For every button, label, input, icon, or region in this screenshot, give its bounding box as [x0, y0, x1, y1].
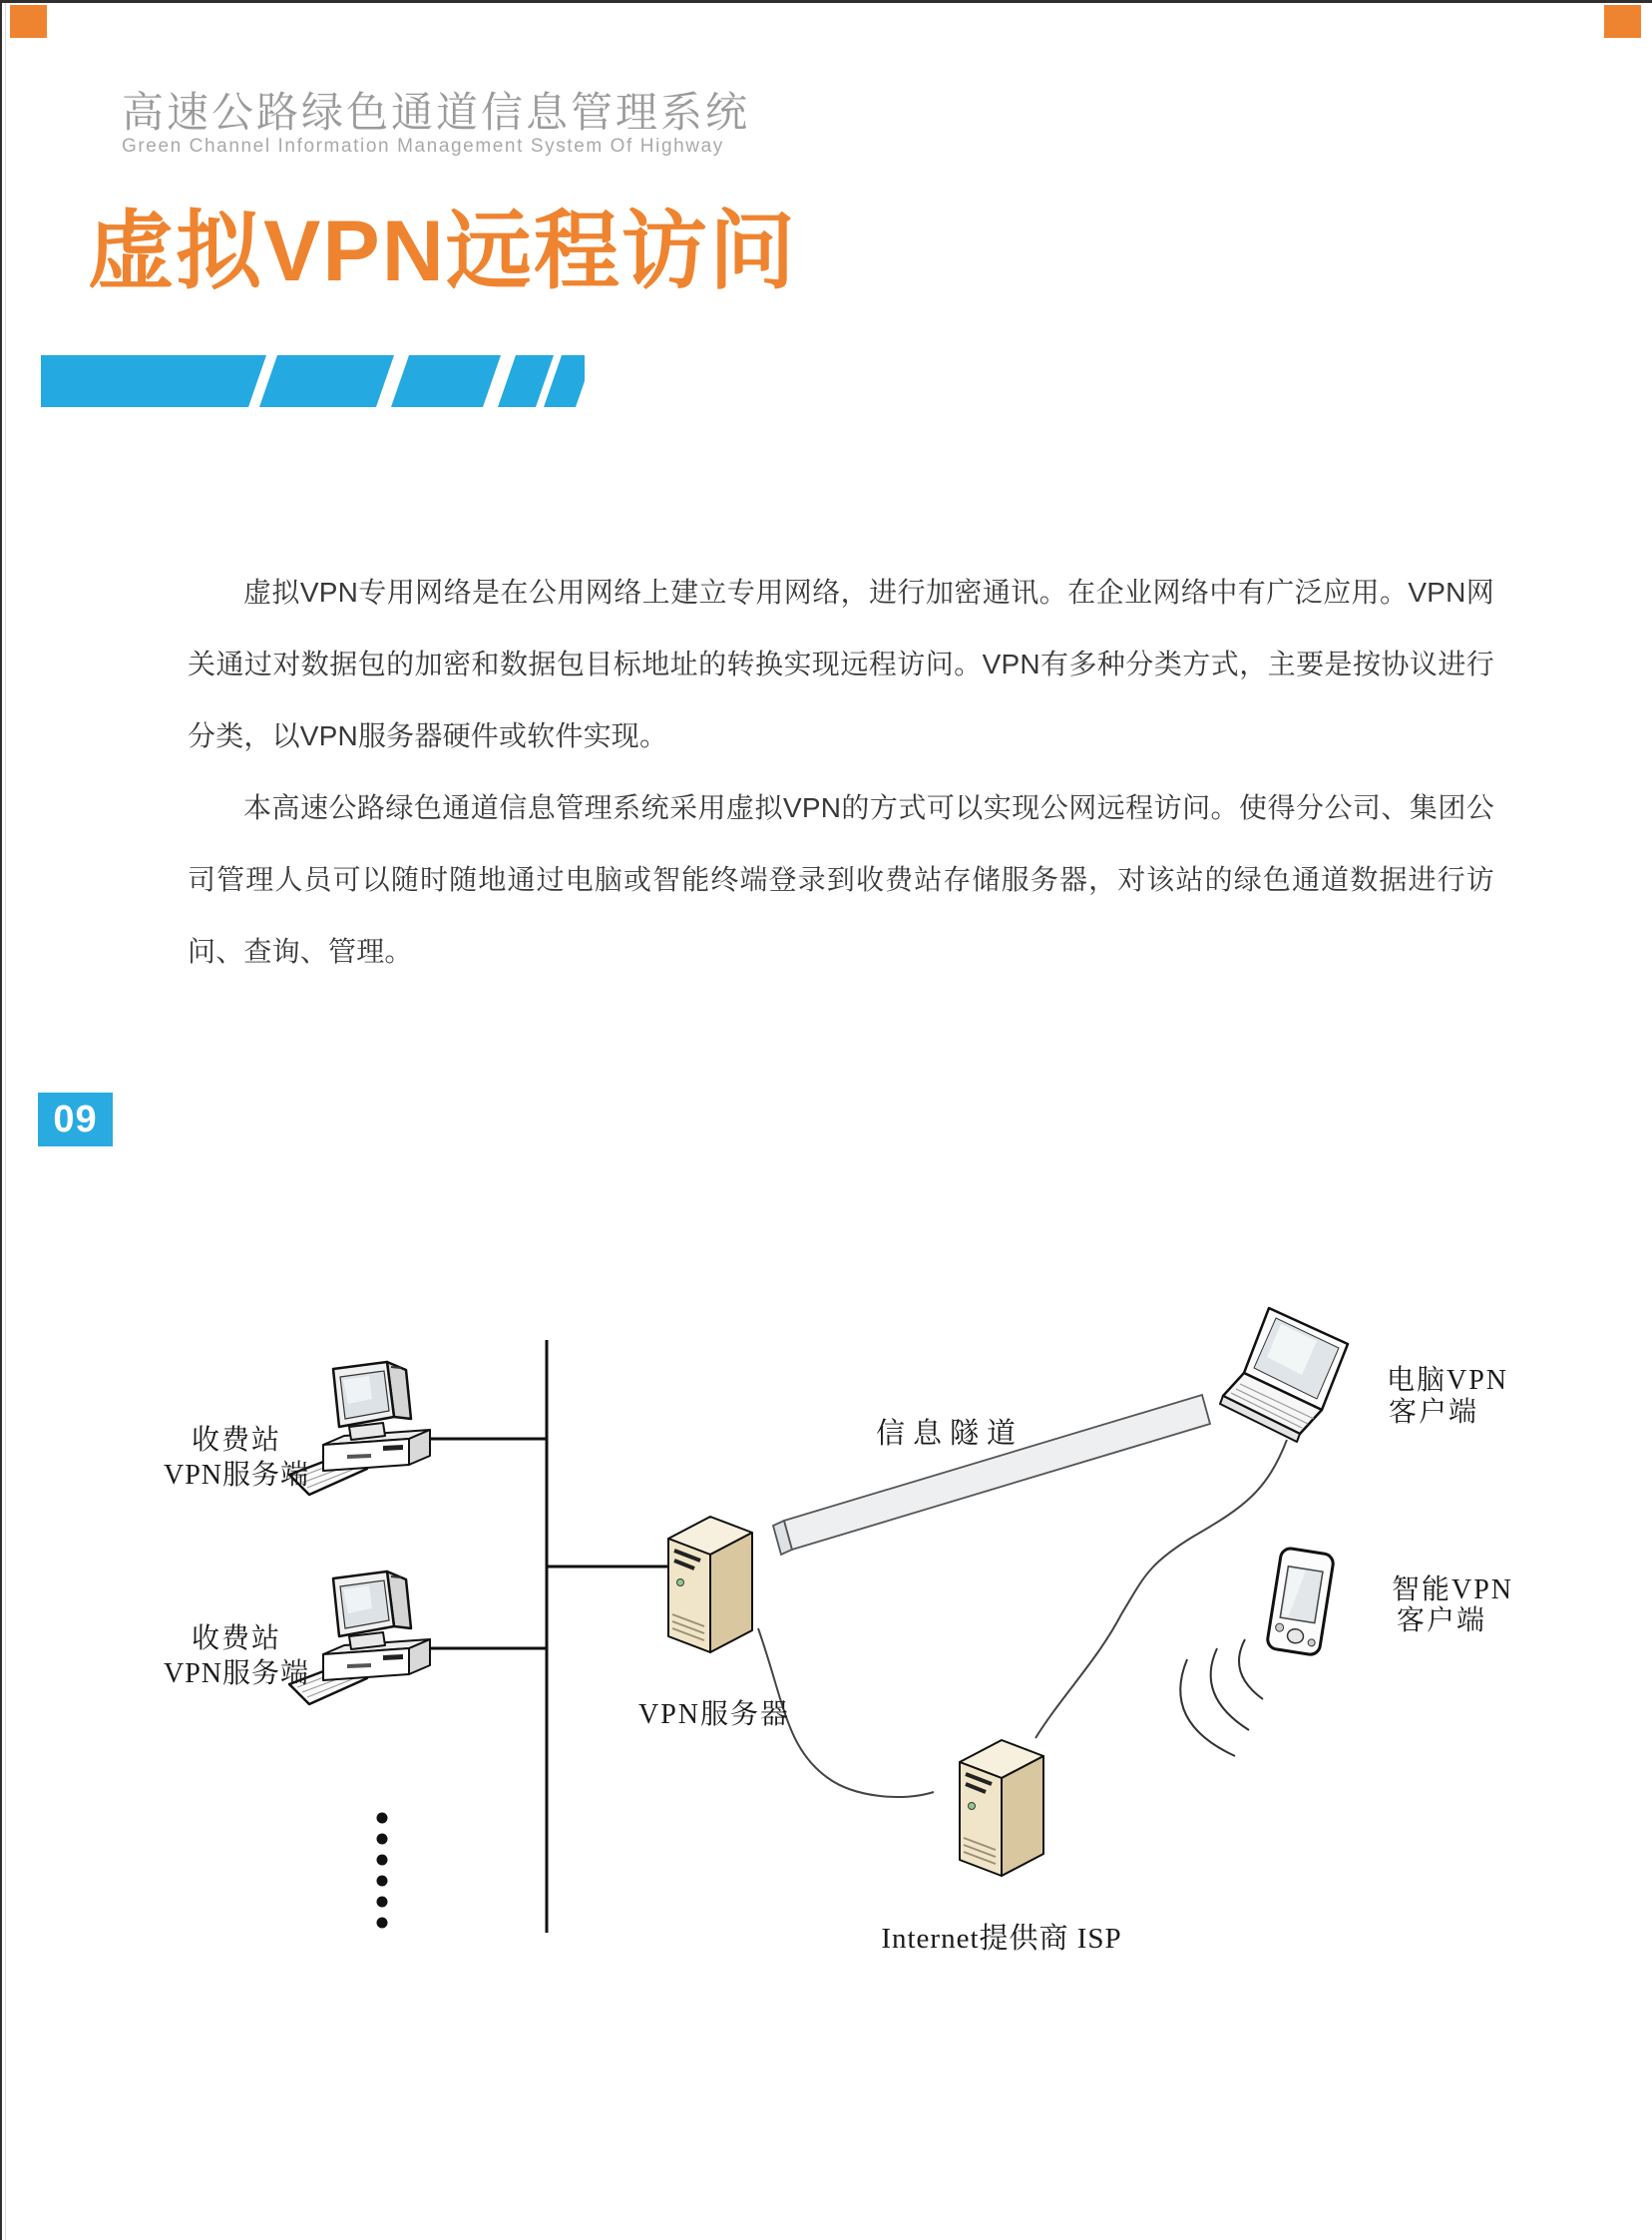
label-isp: Internet提供商 ISP: [881, 1923, 1122, 1955]
label-toll-station-1-line2: VPN服务端: [163, 1460, 310, 1491]
network-diagram: [0, 1177, 1652, 2025]
label-pc-client-line1: 电脑VPN: [1387, 1365, 1509, 1396]
label-vpn-server: VPN服务器: [637, 1699, 791, 1730]
page-number-badge: 09: [38, 1093, 113, 1146]
label-toll-station-1-line1: 收费站: [191, 1425, 282, 1456]
page-top-edge: [0, 0, 1652, 3]
decorative-stripe-bar: [41, 355, 585, 407]
label-smart-client-line1: 智能VPN: [1392, 1574, 1514, 1605]
toll-station-computer-1-icon: [289, 1362, 430, 1495]
vpn-server-tower-icon: [668, 1517, 752, 1652]
doc-header-subtitle: Green Channel Information Management System Of Highway: [122, 136, 724, 157]
label-toll-station-2-line2: VPN服务端: [163, 1658, 310, 1689]
smartphone-icon: [1266, 1548, 1334, 1656]
section-title: 虚拟VPN远程访问: [88, 204, 797, 299]
corner-accent-left: [10, 5, 47, 38]
label-pc-client-line2: 客户端: [1389, 1397, 1479, 1428]
wifi-signal-icon: [1180, 1639, 1263, 1756]
isp-server-tower-icon: [960, 1740, 1043, 1876]
label-toll-station-2-line1: 收费站: [191, 1623, 282, 1654]
body-text: [188, 557, 1494, 988]
doc-header-title: 高速公路绿色通道信息管理系统: [122, 89, 751, 136]
cable-laptop-to-isp: [1035, 1440, 1287, 1738]
paragraph-1: 虚拟VPN专用网络是在公用网络上建立专用网络，进行加密通讯。在企业网络中有广泛应用。VPN网关通过对数据包的加密和数据包目标地址的转换实现远程访问。VPN有多种分类方式，主要是按协议进行分类，以VPN服务器硬件或软件实现。: [188, 577, 1494, 751]
label-smart-client-line2: 客户端: [1397, 1605, 1487, 1636]
paragraph-2: 本高速公路绿色通道信息管理系统采用虚拟VPN的方式可以实现公网远程访问。使得分公司、集团公司管理人员可以随时随地通过电脑或智能终端登录到收费站存储服务器，对该站的绿色通道数据进行访问、查询、管理。: [188, 792, 1494, 967]
corner-accent-right: [1604, 5, 1641, 38]
laptop-icon: [1220, 1308, 1348, 1442]
label-info-tunnel: 信息隧道: [875, 1418, 1025, 1450]
toll-station-computer-2-icon: [289, 1571, 430, 1704]
more-stations-ellipsis: [377, 1813, 388, 1929]
